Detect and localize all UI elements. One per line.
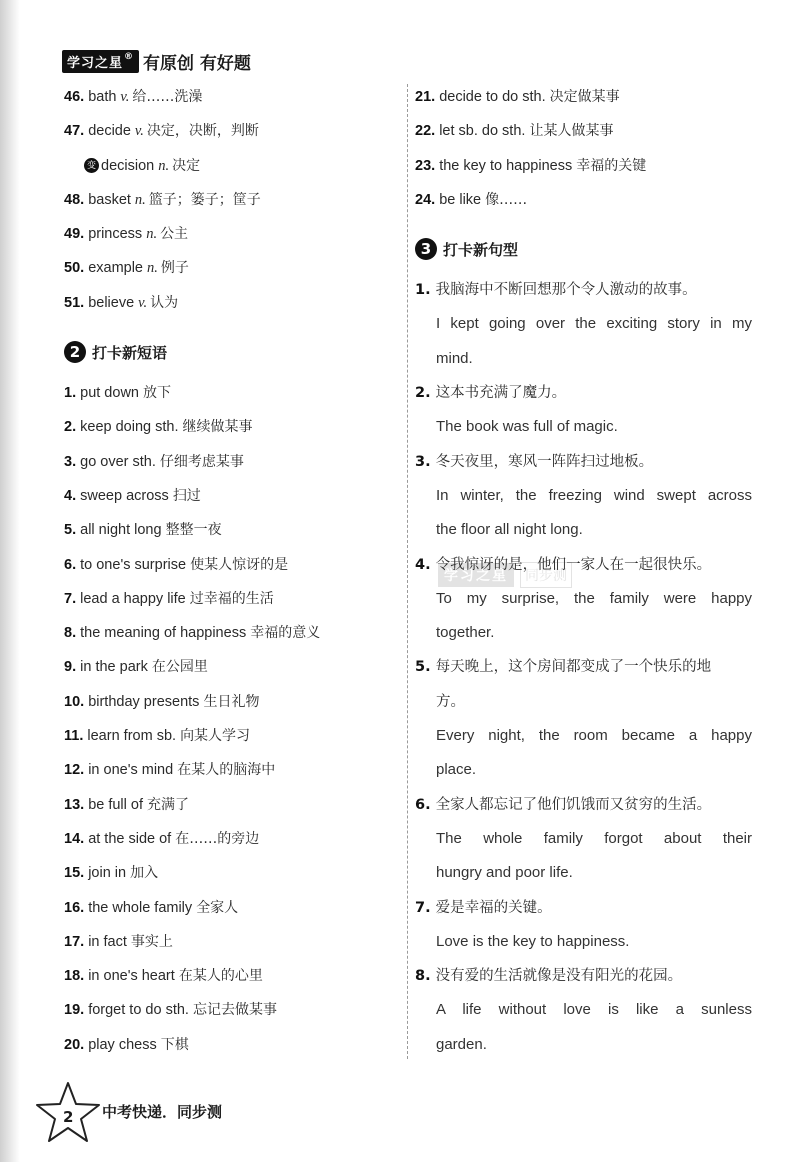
sentence-entry (415, 788, 752, 891)
chinese-sentence-line (415, 685, 752, 719)
item-number: 11. (64, 728, 88, 745)
chinese-sentence-text: 方。 (436, 693, 465, 710)
phrases-section-header (64, 328, 399, 376)
watermark-logo: 学习之星 (438, 563, 514, 587)
english-word: example (88, 260, 143, 277)
item-number: 1. (415, 282, 436, 299)
chinese-meaning: 给……洗澡 (132, 89, 203, 105)
chinese-meaning: 向某人学习 (180, 728, 251, 745)
chinese-meaning: 例子 (160, 260, 189, 277)
phrase-entry (64, 719, 399, 753)
item-number: 9. (64, 659, 81, 676)
chinese-meaning: 在……的旁边 (175, 830, 260, 847)
english-sentence-line: Every night, the room became a happy (436, 727, 752, 745)
item-number: 46. (64, 89, 89, 105)
item-number: 2. (64, 419, 81, 436)
item-number: 18. (64, 968, 89, 985)
vocab-entry (64, 217, 399, 251)
page-header (62, 49, 251, 73)
english-sentence-line: the floor all night long. (436, 521, 583, 539)
vocab-entry (64, 114, 399, 148)
watermark (438, 560, 608, 590)
chinese-sentence-text: 这本书充满了魔力。 (435, 385, 567, 402)
english-word: princess (88, 226, 143, 243)
chinese-meaning: 在某人的脑海中 (177, 762, 276, 779)
left-column (64, 80, 399, 1062)
chinese-meaning: 放下 (143, 385, 172, 402)
english-phrase: learn from sb. (87, 728, 181, 745)
item-number: 5. (415, 659, 436, 676)
vocab-entry (64, 286, 399, 320)
sentence-entry (415, 959, 752, 1062)
phrase-entry (415, 183, 752, 217)
english-phrase: let sb. do sth. (439, 123, 530, 140)
phrase-entry (64, 856, 399, 890)
chinese-meaning: 幸福的意义 (250, 625, 321, 642)
page-number: 2 (63, 1108, 74, 1126)
english-phrase: go over sth. (80, 453, 160, 470)
english-phrase: at the side of (88, 830, 176, 847)
part-of-speech: n. (147, 260, 158, 277)
item-number: 13. (64, 796, 89, 813)
english-word: believe (88, 294, 135, 311)
chinese-meaning: 幸福的关键 (576, 157, 647, 174)
chinese-meaning: 过幸福的生活 (189, 590, 274, 607)
part-of-speech: n. (134, 191, 146, 208)
english-phrase: the key to happiness (439, 157, 577, 174)
english-sentence-line: A life without love is like a sunless (436, 1001, 752, 1019)
vocabulary-list (64, 80, 399, 320)
english-phrase: birthday presents (88, 693, 204, 710)
sentence-entry (415, 650, 752, 787)
page-footer (28, 1080, 288, 1150)
english-sentence-line: In winter, the freezing wind swept across (436, 486, 752, 504)
part-of-speech: v. (138, 294, 148, 311)
item-number: 10. (64, 693, 89, 710)
english-phrase: the meaning of happiness (80, 625, 251, 642)
item-number: 5. (64, 522, 81, 539)
chinese-sentence-line (415, 273, 752, 307)
sentence-entry (415, 891, 752, 960)
item-number: 8. (64, 625, 81, 642)
chinese-sentence-text: 没有爱的生活就像是没有阳光的花园。 (435, 968, 683, 985)
item-number: 50. (64, 260, 89, 277)
phrase-entry (415, 114, 752, 148)
item-number: 1. (64, 385, 81, 402)
phrase-entry (64, 788, 399, 822)
english-phrase: in one's mind (88, 762, 178, 779)
chinese-meaning: 继续做某事 (182, 419, 253, 436)
sentence-entry (415, 376, 752, 445)
brand-logo: 学习之星® (62, 50, 139, 73)
english-phrase: sweep across (80, 487, 173, 504)
english-sentence-line: place. (436, 761, 477, 779)
item-number: 20. (64, 1036, 89, 1053)
english-sentence-line: hungry and poor life. (436, 864, 573, 882)
vocab-entry (64, 251, 399, 285)
section-title: 打卡新短语 (92, 343, 168, 362)
derived-word-entry (64, 149, 399, 183)
chinese-sentence-line (415, 891, 752, 925)
item-number: 22. (415, 123, 440, 140)
part-of-speech: v. (120, 89, 130, 105)
chinese-meaning: 决定做某事 (549, 89, 620, 105)
chinese-sentence-text: 我脑海中不断回想那个令人激动的故事。 (435, 282, 697, 299)
footer-title: 中考快递．同步测 (102, 1103, 223, 1121)
english-phrase: the whole family (88, 899, 197, 916)
chinese-meaning: 让某人做某事 (529, 123, 614, 140)
phrase-entry (64, 1028, 399, 1062)
chinese-sentence-line (415, 788, 752, 822)
item-number: 17. (64, 933, 89, 950)
column-divider (407, 84, 408, 1059)
item-number: 23. (415, 157, 440, 174)
english-phrase: forget to do sth. (88, 1002, 193, 1019)
phrase-entry (64, 445, 399, 479)
item-number: 47. (64, 123, 89, 140)
english-word: basket (88, 191, 131, 208)
vocab-entry (64, 183, 399, 217)
english-phrase: play chess (88, 1036, 161, 1053)
english-sentence-line: The whole family forgot about their (436, 829, 752, 847)
english-phrase: join in (88, 865, 131, 882)
phrase-entry (64, 513, 399, 547)
chinese-meaning: 认为 (150, 294, 179, 311)
chinese-meaning: 生日礼物 (203, 693, 260, 710)
chinese-meaning: 扫过 (172, 487, 201, 504)
english-phrase: all night long (80, 522, 166, 539)
english-phrase: in fact (88, 933, 131, 950)
english-word: bath (88, 89, 117, 105)
item-number: 21. (415, 89, 440, 105)
chinese-meaning: 公主 (160, 226, 189, 243)
chinese-meaning: 忘记去做某事 (192, 1002, 277, 1019)
english-phrase: to one's surprise (80, 556, 191, 573)
item-number: 14. (64, 830, 89, 847)
derived-word-mark: 变 (84, 158, 99, 173)
english-sentence-line: garden. (436, 1035, 487, 1053)
item-number: 7. (415, 899, 436, 916)
phrase-entry (64, 993, 399, 1027)
sentence-list (415, 273, 752, 1062)
chinese-meaning: 整整一夜 (165, 522, 222, 539)
sentence-entry (415, 445, 752, 548)
phrase-entry (64, 582, 399, 616)
english-word: decision (101, 157, 155, 174)
item-number: 19. (64, 1002, 89, 1019)
english-word: decide (88, 123, 131, 140)
chinese-meaning: 充满了 (147, 796, 190, 813)
item-number: 2. (415, 385, 436, 402)
english-sentence-line: Love is the key to happiness. (436, 932, 630, 950)
chinese-sentence-line (415, 445, 752, 479)
phrase-entry (64, 959, 399, 993)
section-number-badge: 2 (64, 341, 86, 363)
watermark-text: 同步测 (520, 562, 572, 588)
phrase-entry (64, 410, 399, 444)
english-phrase: lead a happy life (80, 590, 190, 607)
english-phrase: decide to do sth. (439, 89, 550, 105)
chinese-meaning: 在某人的心里 (178, 968, 263, 985)
item-number: 8. (415, 968, 436, 985)
english-sentence-line: I kept going over the exciting story in my (436, 315, 752, 333)
phrase-entry (64, 479, 399, 513)
phrase-entry (415, 149, 752, 183)
english-sentence-line: mind. (436, 349, 473, 367)
page-edge-shadow (0, 0, 20, 1162)
english-phrase: keep doing sth. (80, 419, 183, 436)
chinese-sentence-line (415, 376, 752, 410)
chinese-sentence-text: 令我惊讶的是，他们一家人在一起很快乐。 (435, 556, 712, 573)
item-number: 3. (64, 453, 81, 470)
item-number: 12. (64, 762, 89, 779)
english-phrase: put down (80, 385, 144, 402)
chinese-sentence-text: 每天晚上，这个房间都变成了一个快乐的地 (435, 659, 712, 676)
brand-slogan: 有原创 有好题 (143, 53, 251, 74)
phrase-list-continued (415, 80, 752, 217)
phrase-entry (64, 616, 399, 650)
part-of-speech: n. (158, 157, 170, 174)
phrase-entry (64, 753, 399, 787)
item-number: 49. (64, 226, 89, 243)
chinese-meaning: 决定 (172, 157, 201, 174)
part-of-speech: n. (146, 226, 158, 243)
item-number: 48. (64, 191, 89, 208)
item-number: 7. (64, 590, 81, 607)
phrase-entry (64, 891, 399, 925)
phrase-entry (64, 685, 399, 719)
english-phrase: in one's heart (88, 968, 179, 985)
chinese-sentence-text: 爱是幸福的关键。 (435, 899, 552, 916)
item-number: 16. (64, 899, 89, 916)
chinese-sentence-line (415, 959, 752, 993)
chinese-sentence-text: 全家人都忘记了他们饥饿而又贫穷的生活。 (435, 796, 712, 813)
chinese-meaning: 加入 (130, 865, 159, 882)
phrase-entry (415, 80, 752, 114)
english-phrase: be like (439, 191, 486, 208)
phrase-entry (64, 548, 399, 582)
english-phrase: be full of (88, 796, 148, 813)
english-sentence-line: together. (436, 624, 495, 642)
item-number: 51. (64, 294, 89, 311)
item-number: 4. (415, 556, 436, 573)
section-title: 打卡新句型 (443, 240, 519, 259)
phrase-entry (64, 925, 399, 959)
chinese-meaning: 事实上 (130, 933, 173, 950)
section-number-badge: 3 (415, 238, 437, 260)
chinese-sentence-line (415, 650, 752, 684)
english-sentence-line: The book was full of magic. (436, 418, 618, 436)
phrase-entry (64, 650, 399, 684)
item-number: 6. (64, 556, 81, 573)
item-number: 6. (415, 796, 436, 813)
phrase-entry (64, 822, 399, 856)
phrase-entry (64, 376, 399, 410)
item-number: 15. (64, 865, 89, 882)
part-of-speech: v. (134, 123, 144, 140)
chinese-meaning: 篮子；篓子；筐子 (148, 191, 261, 208)
english-phrase: in the park (80, 659, 152, 676)
phrase-list (64, 376, 399, 1062)
sentence-entry (415, 273, 752, 376)
chinese-meaning: 下棋 (160, 1036, 189, 1053)
chinese-meaning: 决定，决断，判断 (146, 123, 259, 140)
item-number: 4. (64, 487, 81, 504)
chinese-sentence-text: 冬天夜里，寒风一阵阵扫过地板。 (435, 453, 654, 470)
english-sentence-line: To my surprise, the family were happy (436, 589, 752, 607)
chinese-meaning: 像…… (485, 191, 528, 208)
chinese-meaning: 仔细考虑某事 (159, 453, 244, 470)
vocab-entry (64, 80, 399, 114)
item-number: 3. (415, 453, 436, 470)
chinese-meaning: 全家人 (196, 899, 239, 916)
item-number: 24. (415, 191, 440, 208)
chinese-meaning: 在公园里 (151, 659, 208, 676)
sentences-section-header (415, 225, 752, 273)
chinese-meaning: 使某人惊讶的是 (190, 556, 289, 573)
